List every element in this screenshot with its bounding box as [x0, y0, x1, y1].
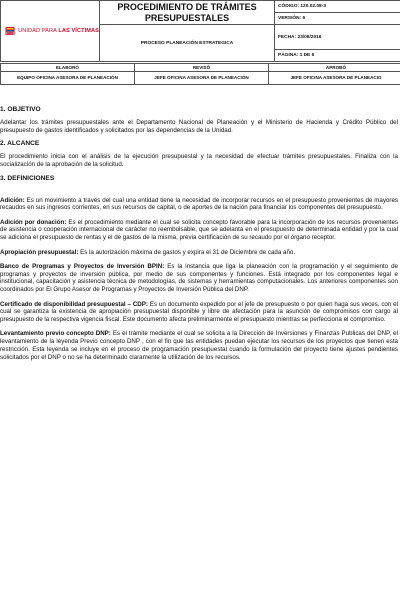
signature-value-elaboro: EQUIPO OFICINA ASESORA DE PLANEACIÓN — [1, 72, 135, 85]
signature-header-aprobo: APROBÓ — [269, 64, 400, 72]
signature-table — [0, 63, 400, 85]
definition-text: Es el trámite mediante el cual se solicita a la Dirección de Inversiones y Finanzas Publicas del DNP, el levantamiento de la leyenda Previo concepto DNP , con el fin que las entidades puedan ejecutar los recursos de los proyectos que tienen esta restricción. Esta leyenda se incluye en el proceso de programación presupuestal cuando la formulación del proyecto tiene ajustes pendientes solicitados por el DNP o no se ha determinado claramente la utilización de los recursos. — [0, 330, 398, 361]
logo-cell — [1, 1, 100, 62]
unidad-victimas-logo-icon — [5, 23, 15, 39]
logo-text — [18, 28, 99, 34]
logo-text-part-2: LAS VÍCTIMAS — [58, 28, 99, 34]
logo — [1, 23, 99, 39]
definition-text: Es el procedimiento mediante el cual se solicita concepto favorable para la incorporación de los recursos provenientes de asistencia o cooperación internacional de carácter no reembolsable, que se adelanta en el presupuesto de determinada entidad y por la cual se adiciona el presupuesto de rentas y el de gastos de la misma, previa certificación de su recaudo por el órgano receptor. — [0, 218, 399, 242]
section-scope-text: El procedimiento inicia con el análisis de la ejecución presupuestal y la necesidad de efectuar trámites presupuestales. Finaliza con la socialización de la aprobación de la solicitud. — [0, 153, 398, 168]
signature-header-reviso: REVISÓ — [135, 64, 269, 72]
title-cell — [100, 1, 275, 25]
definition-text: Es la instancia que liga la planeación con la programación y el seguimiento de programas y proyectos de inversión pública, por medio de sus componentes y funciones. Está integrado por los componentes legal e institucional, capacitación y asistencia técnica de metodologías, de sistemas y herramientas computacionales. Los anteriores componentes son coordinados por El Grupo Asesor de Programas y Proyectos de Inversión Pública del DNP. — [0, 262, 398, 294]
signature-value-aprobo: JEFE OFICINA ASESORA DE PLANEACIO — [269, 72, 400, 85]
process-name: PROCESO PLANEACIÓN ESTRATEGICA — [100, 25, 275, 62]
definition-term: Certificado de disponibilidad presupuestal – CDP: — [0, 300, 148, 308]
document-title: PROCEDIMIENTO DE TRÁMITES PRESUPUESTALES — [117, 2, 257, 23]
definition-item — [0, 263, 398, 294]
definition-term: Apropiación presupuestal: — [0, 248, 79, 256]
definition-item — [0, 197, 398, 213]
document-body — [0, 106, 398, 368]
document-version: VERSIÓN: 6 — [275, 13, 400, 25]
definition-text: Es un movimiento a través del cual una entidad tiene la necesidad de incorporar recursos en el presupuesto provenientes de mayores recaudos en sus ingresos corrientes, en sus recursos de capital, o de aportes de la nación para financiar los componentes del presupuesto. — [0, 196, 398, 212]
logo-text-part-1: UNIDAD PARA — [18, 28, 59, 34]
definition-term: Adición: — [0, 196, 25, 204]
section-definitions-title: 3. DEFINICIONES — [0, 174, 55, 182]
page-number: PÁGINA: 1 DE 6 — [275, 50, 400, 62]
section-objective-text: Adelantar los trámites presupuestales ante el Departamento Nacional de Planeación y el Ministerio de Hacienda y Crédito Público del presupuesto de gastos identificados y solicitados por las dependencias de la Unidad. — [0, 118, 398, 134]
document-header — [0, 0, 400, 62]
definition-text: Es la autorización máxima de gastos y expira el 31 de Diciembre de cada año. — [78, 248, 296, 256]
definition-term: Banco de Programas y Proyectos de Inversión BPIN: — [0, 262, 165, 270]
section-objective-title: 1. OBJETIVO — [0, 106, 41, 113]
signature-value-reviso: JEFE OFICINA ASESORA DE PLANEACIÓN — [135, 72, 269, 85]
definition-text: Es un documento expedido por el jefe de presupuesto o por quien haga sus veces, con el cual se garantiza la existencia de apropiación presupuestal disponible y libre de afectación para la asunción de compromisos con cargo al presupuesto de la respectiva vigencia fiscal. Este documento afecta preliminarmente el presupuesto mientras se perfecciona el compromiso. — [0, 300, 398, 324]
definition-item — [0, 249, 398, 257]
signature-header-elaboro: ELABORÓ — [1, 64, 135, 72]
definitions-list — [0, 197, 398, 362]
document-code: CÓDIGO: 120.02.08-3 — [275, 1, 400, 13]
definition-item — [0, 219, 398, 242]
definition-term: Levantamiento previo concepto DNP: — [0, 330, 111, 338]
document-date: FECHA: 23/08/2016 — [275, 25, 400, 50]
definition-term: Adición por donación: — [0, 218, 67, 226]
section-scope-title: 2. ALCANCE — [0, 140, 40, 148]
definition-item — [0, 330, 398, 361]
definition-item — [0, 301, 398, 324]
